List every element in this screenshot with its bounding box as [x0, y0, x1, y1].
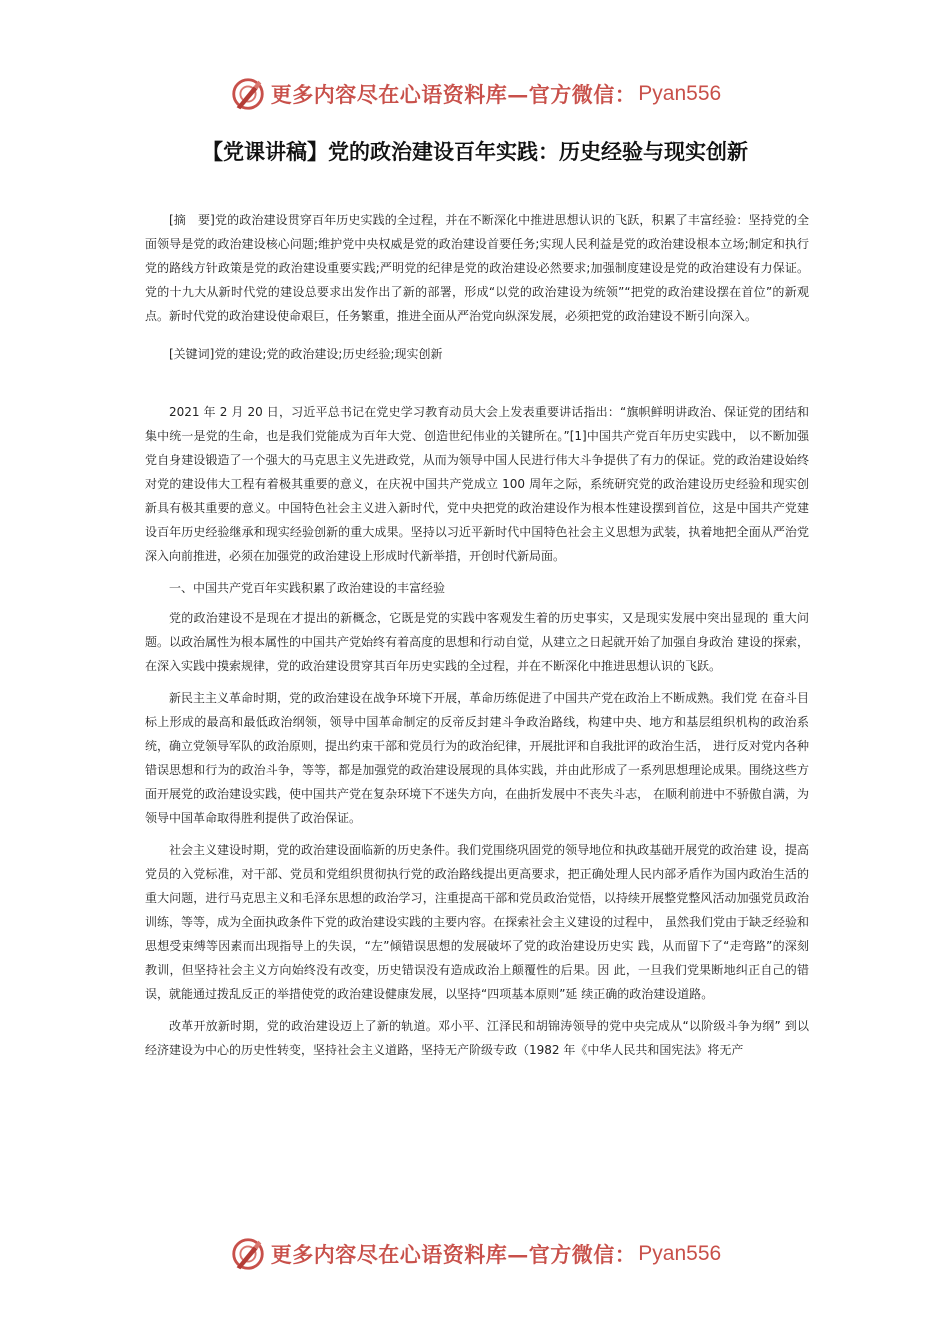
watermark-text: 更多内容尽在心语资料库—官方微信： — [270, 82, 637, 107]
abstract-paragraph: [摘 要]党的政治建设贯穿百年历史实践的全过程，并在不断深化中推进思想认识的飞跃，积累了丰富经验：坚持党的全面领导是党的政治建设核心问题;维护党中央权威是党的政治建设首要任务;实现人民利益是党的政治建设根本立场;制定和执行党的路线方针政策是党的政治建设重要实践;严明党的纪律是党的政治建设必然要求;加强制度建设是党的政治建设有力保证。党的十九大从新时代党的建设总要求出发作出了新的部署，形成“以党的政治建设为统领”“把党的政治建设摆在首位”的新观点。新时代党的政治建设使命艰巨，任务繁重，推进全面从严治党向纵深发展，必须把党的政治建设不断引向深入。 — [145, 213, 809, 323]
keywords-paragraph: [关键词]党的建设;党的政治建设;历史经验;现实创新 — [169, 347, 443, 361]
wechat-id: Pyan556 — [638, 82, 722, 105]
bottom-watermark-banner — [0, 1232, 950, 1276]
pen-logo-icon — [229, 1235, 267, 1273]
wechat-id: Pyan556 — [638, 1242, 722, 1265]
top-watermark-banner — [0, 72, 950, 116]
document-body — [145, 208, 809, 1070]
body-paragraph: 新民主主义革命时期，党的政治建设在战争环境下开展，革命历练促进了中国共产党在政治上不断成熟。我们党 在奋斗目标上形成的最高和最低政治纲领，领导中国革命制定的反帝反封建斗争政治路线，构建中央、地方和基层组织机构的政治系统，确立党领导军队的政治原则，提出约束干部和党员行为的政治纪律，开展批评和自我批评的政治生活， 进行反对党内各种错误思想和行为的政治斗争，等等，都是加强党的政治建设展现的具体实践，并由此形成了一系列思想理论成果。围绕这些方面开展党的政治建设实践，使中国共产党在复杂环境下不迷失方向，在曲折发展中不丧失斗志， 在顺利前进中不骄傲自满，为领导中国革命取得胜利提供了政治保证。 — [145, 691, 809, 825]
watermark-text: 更多内容尽在心语资料库—官方微信： — [270, 1242, 637, 1267]
body-paragraph: 改革开放新时期，党的政治建设迈上了新的轨道。邓小平、江泽民和胡锦涛领导的党中央完成从“以阶级斗争为纲” 到以经济建设为中心的历史性转变，坚持社会主义道路，坚持无产阶级专政（1982 年《中华人民共和国宪法》将无产 — [145, 1019, 809, 1057]
section-heading: 一、中国共产党百年实践积累了政治建设的丰富经验 — [169, 581, 446, 595]
document-title: 【党课讲稿】党的政治建设百年实践：历史经验与现实创新 — [202, 140, 748, 164]
body-paragraph: 2021 年 2 月 20 日，习近平总书记在党史学习教育动员大会上发表重要讲话指出：“旗帜鲜明讲政治、保证党的团结和集中统一是党的生命，也是我们党能成为百年大党、创造世纪伟业的关键所在。”[1]中国共产党百年历史实践中， 以不断加强党自身建设锻造了一个强大的马克思主义先进政党，从而为领导中国人民进行伟大斗争提供了有力的保证。党的政治建设始终对党的建设伟大工程有着极其重要的意义，在庆祝中国共产党成立 100 周年之际，系统研究党的政治建设历史经验和现实创新具有极其重要的意义。中国特色社会主义进入新时代，党中央把党的政治建设作为根本性建设摆到首位，这是中国共产党建设百年历史经验继承和现实经验创新的重大成果。坚持以习近平新时代中国特色社会主义思想为武装，执着地把全面从严治党深入向前推进，必须在加强党的政治建设上形成时代新举措，开创时代新局面。 — [145, 405, 809, 563]
body-paragraph: 党的政治建设不是现在才提出的新概念，它既是党的实践中客观发生着的历史事实，又是现实发展中突出显现的 重大问题。以政治属性为根本属性的中国共产党始终有着高度的思想和行动自觉，从建立之日起就开始了加强自身政治 建设的探索，在深入实践中摸索规律，党的政治建设贯穿其百年历史实践的全过程，并在不断深化中推进思想认识的飞跃。 — [145, 611, 809, 673]
pen-logo-icon — [229, 75, 267, 113]
body-paragraph: 社会主义建设时期，党的政治建设面临新的历史条件。我们党围绕巩固党的领导地位和执政基础开展党的政治建 设，提高党员的入党标准，对干部、党员和党组织贯彻执行党的政治路线提出更高要求，把正确处理人民内部矛盾作为国内政治生活的重大问题，进行马克思主义和毛泽东思想的政治学习，注重提高干部和党员政治觉悟，以持续开展整党整风活动加强党员政治训练，等等，成为全面执政条件下党的政治建设实践的主要内容。在探索社会主义建设的过程中， 虽然我们党由于缺乏经验和思想受束缚等因素而出现指导上的失误，“左”倾错误思想的发展破坏了党的政治建设历史实 践，从而留下了“走弯路”的深刻教训，但坚持社会主义方向始终没有改变，历史错误没有造成政治上颠覆性的后果。因 此，一旦我们党果断地纠正自己的错误，就能通过拨乱反正的举措使党的政治建设健康发展，以坚持“四项基本原则”延 续正确的政治建设道路。 — [145, 843, 809, 1001]
